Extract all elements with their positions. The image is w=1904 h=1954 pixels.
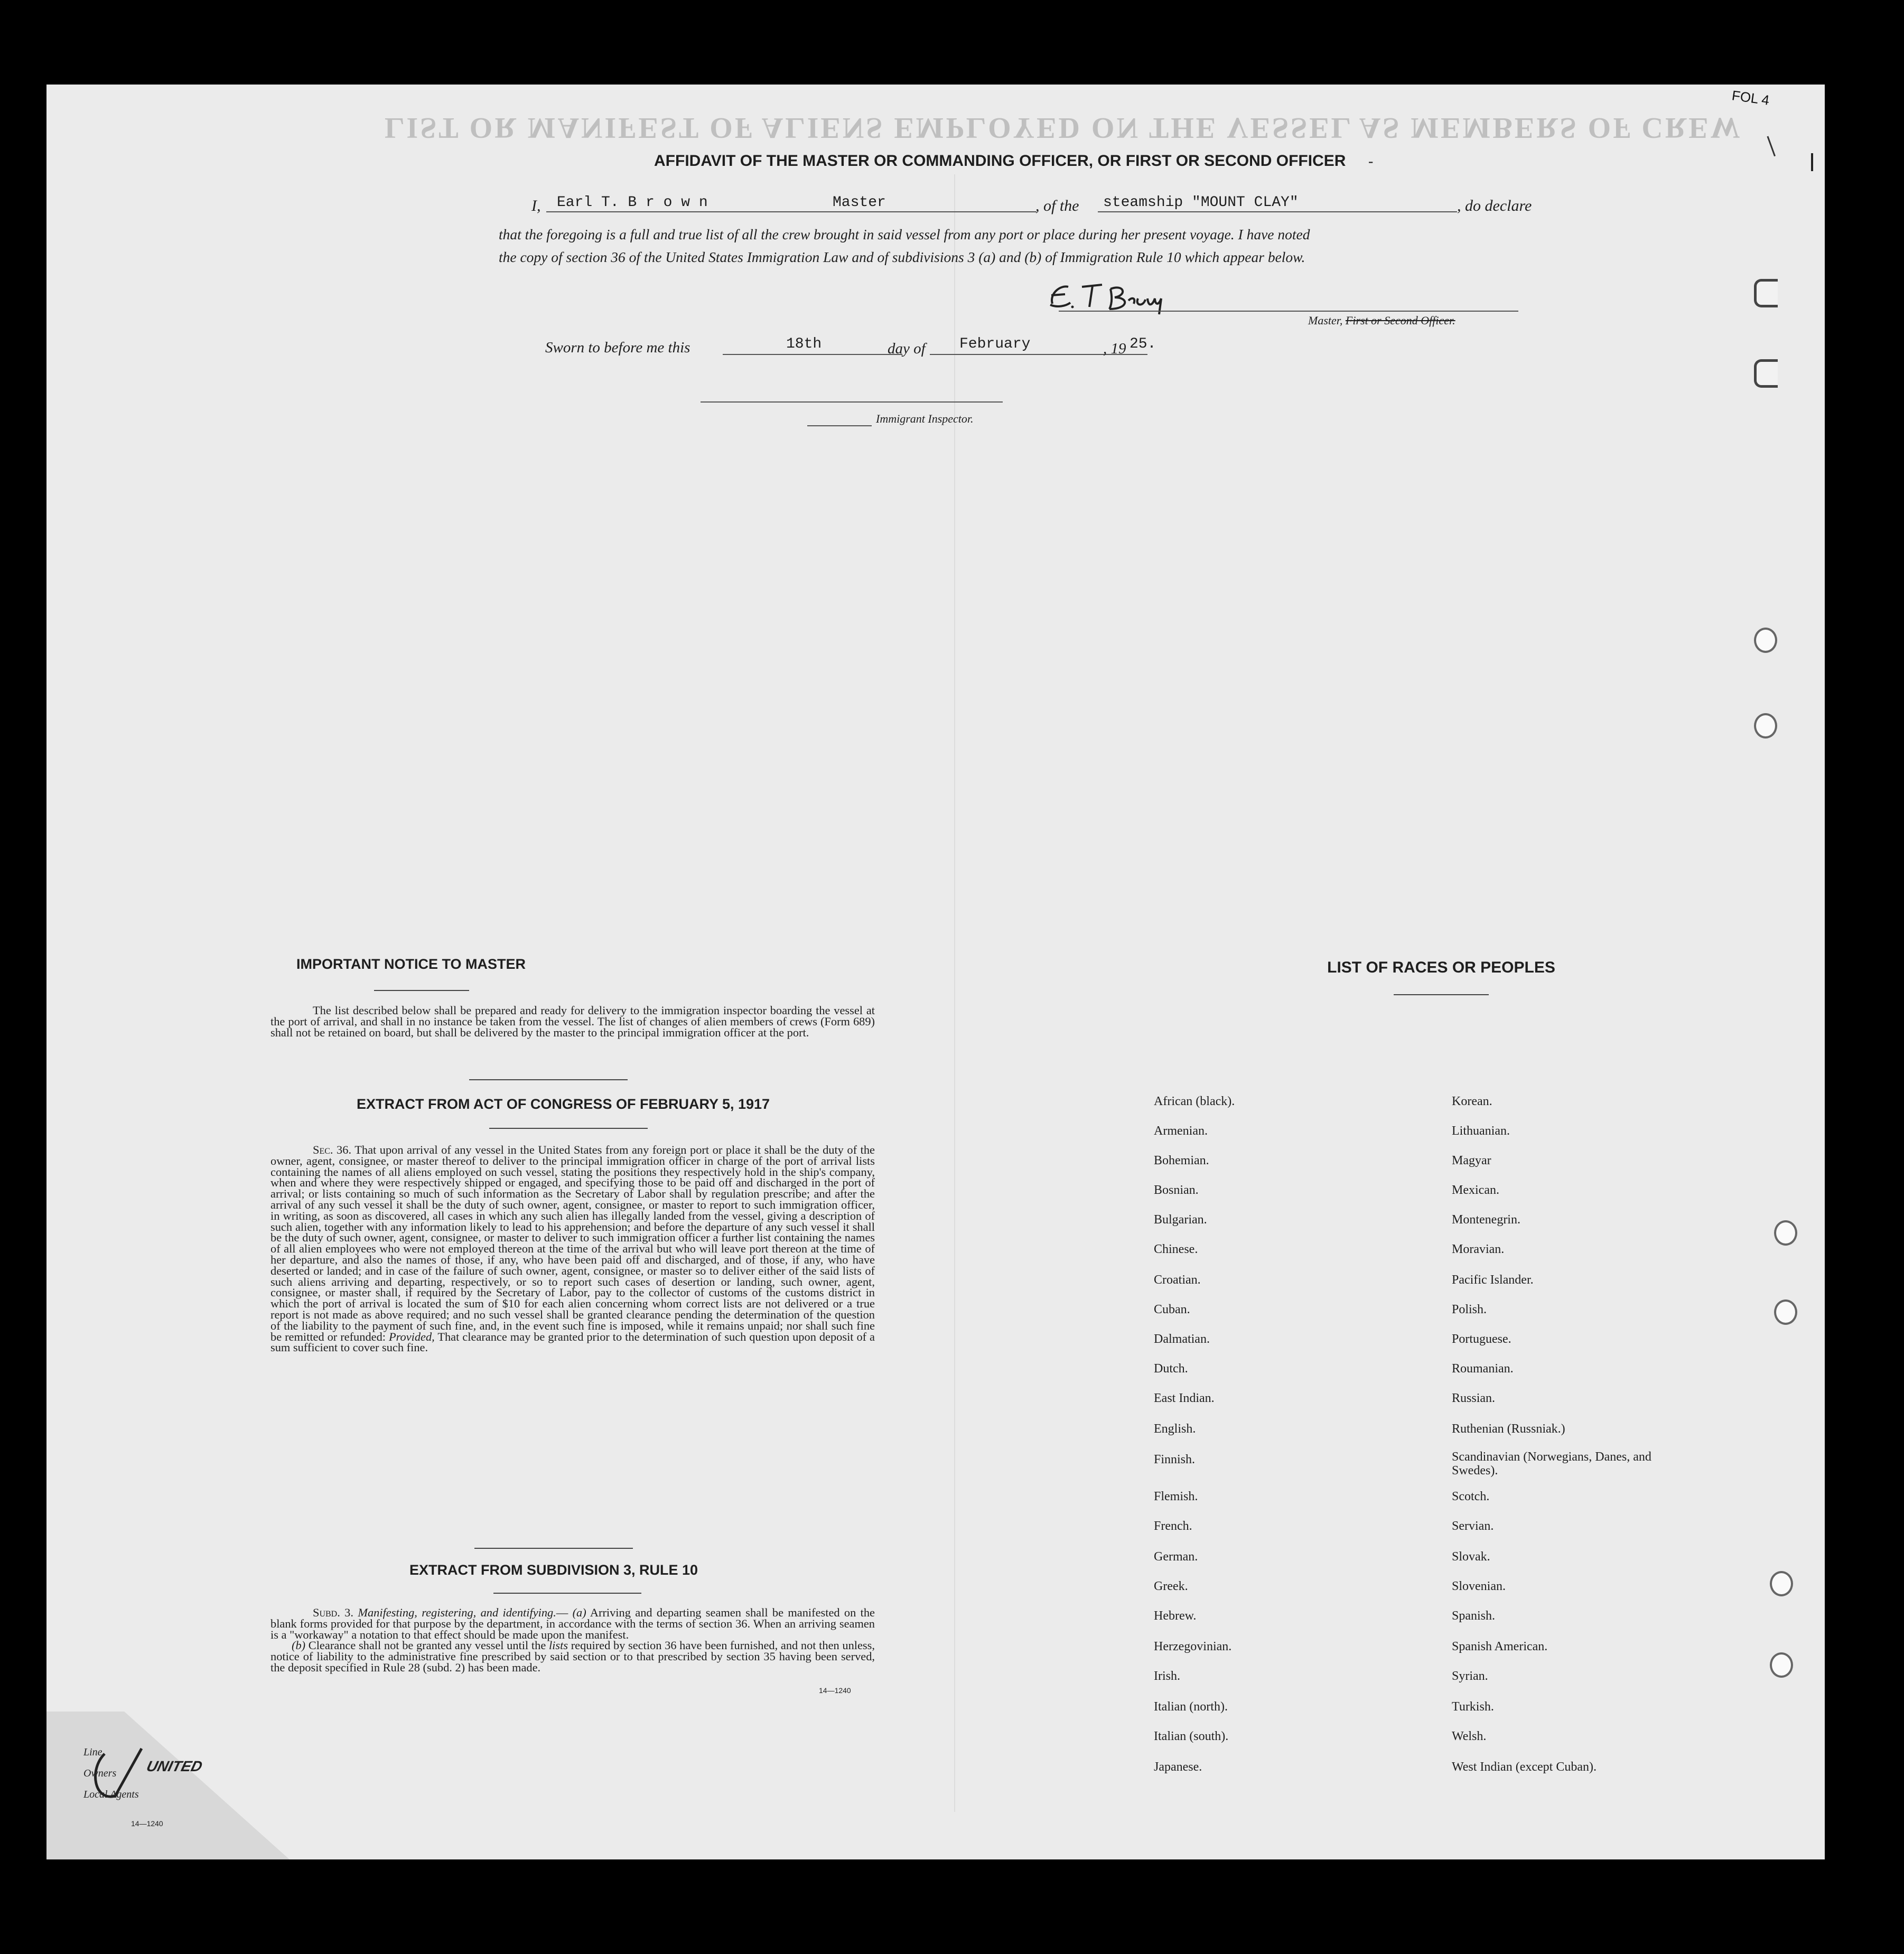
rule-extract-title: EXTRACT FROM SUBDIVISION 3, RULE 10: [409, 1562, 698, 1578]
race-right-item: Turkish.: [1452, 1700, 1494, 1714]
sec-text-b: That clearance may be granted prior to the determination of such question upon deposit of a sum sufficient to cover such fine.: [270, 1330, 875, 1354]
race-right-item: Roumanian.: [1452, 1362, 1514, 1376]
inspector-blank: [807, 425, 872, 426]
act-extract-title: EXTRACT FROM ACT OF CONGRESS OF FEBRUARY 5, 1917: [356, 1096, 770, 1112]
race-left-item: Bulgarian.: [1154, 1213, 1207, 1227]
race-right-item: Portuguese.: [1452, 1332, 1511, 1346]
subd-a: Subd. 3. Manifesting, registering, and identifying.— (a) Arriving and departing seamen shall be manifested on the blank forms provided for that purpose by the department, in accordance with the terms of section 36. When an arriving seamen is a "workaway" a notation to that effect should be made upon the manifest.: [270, 1606, 875, 1641]
race-right-item: Magyar: [1452, 1154, 1491, 1167]
vessel-blank: [1098, 211, 1457, 212]
race-right-item: Ruthenian (Russniak.): [1452, 1422, 1565, 1436]
declaration-line-1: that the foregoing is a full and true list of all the crew brought in said vessel from any port or place during her present voyage. I have noted: [499, 226, 1310, 242]
master-rank: Master: [833, 194, 886, 211]
punch-hole: [1770, 1571, 1793, 1596]
year-prefix: , 19: [1103, 340, 1126, 357]
race-left-item: African (black).: [1154, 1095, 1235, 1108]
subd-b-text-2: required by section 36 have been furnished, and not then unless, notice of liability to the administrative fine prescribed by said section or to that prescribed by section 35 having been served, the deposit specified in Rule 28 (subd. 2) has been made.: [270, 1639, 875, 1674]
race-left-item: Italian (south).: [1154, 1729, 1229, 1743]
folio-stamp: FOL 4: [1731, 87, 1771, 108]
act-extract-rule: [489, 1128, 648, 1129]
race-left-item: Italian (north).: [1154, 1700, 1228, 1714]
race-right-item: Spanish American.: [1452, 1640, 1548, 1653]
races-rule: [1394, 994, 1489, 995]
declarant-blank: [546, 211, 1037, 212]
corner-stamp-text: UNITED: [145, 1758, 204, 1774]
rule-extract-rule: [493, 1593, 641, 1594]
race-left-item: Chinese.: [1154, 1242, 1198, 1256]
sec-text-a: That upon arrival of any vessel in the United States from any foreign port or place it shall be the duty of the owner, agent, consignee, or master thereof to deliver to the principal immigration officer in charge of the port of arrival lists containing the names of all aliens employed on such vessel, stating the positions they respectively hold in the ship's company, when and where they were respectively shipped or engaged, and specifying those to be paid off and discharged in the port of arrival; or lists containing so much of such information as the Secretary of Labor shall by regulation prescribe; and after the arrival of any such vessel it shall be the duty of such owner, agent, consignee, or master to report to such immigration officer, in writing, as soon as discovered, all cases in which any such alien has illegally landed from the vessel, giving a description of such alien, together with any information likely to lead to his apprehension; and before the departure of any such vessel it shall be the duty of such owner, agent, consignee, or master to deliver to such immigration officer a further list containing the names of all alien employees who were not employed thereon at the time of the arrival but who will leave port thereon at the time of her departure, and also the names of those, if any, who have been paid off and discharged, and of those, if any, who have deserted or landed; and in case of the failure of such owner, agent, consignee, or master so to deliver either of the said lists of such aliens arriving and departing, respectively, or so to report such cases of desertion or landing, such owner, agent, consignee, or master shall, if required by the Secretary of Labor, pay to the collector of customs of the customs district in which the port of arrival is located the sum of $10 for each alien concerning whom correct lists are not delivered or a true report is not made as above required; and no such vessel shall be granted clearance pending the determination of the question of the liability to the payment of such fine, and, in the event such fine is imposed, while it remains unpaid; nor shall such fine be remitted or refunded:: [270, 1143, 875, 1343]
races-title: LIST OF RACES OR PEOPLES: [1327, 959, 1555, 976]
subd-b-label: (b): [292, 1639, 306, 1652]
edge-tick: [1811, 153, 1813, 171]
race-left-item: East Indian.: [1154, 1391, 1215, 1405]
race-right-item: Slovak.: [1452, 1550, 1490, 1564]
line-label: Line: [83, 1746, 102, 1758]
race-right-item: Moravian.: [1452, 1242, 1505, 1256]
sec-label: Sec. 36.: [313, 1143, 352, 1156]
notice-rule: [374, 990, 469, 991]
inspector-label: Immigrant Inspector.: [876, 412, 974, 425]
notice-text: [270, 1005, 875, 1038]
race-left-item: Finnish.: [1154, 1453, 1196, 1466]
race-right-item: Slovenian.: [1452, 1579, 1506, 1593]
vessel-name: steamship "MOUNT CLAY": [1103, 194, 1299, 211]
inspector-signature-line: [701, 401, 1003, 403]
race-right-item: West Indian (except Cuban).: [1452, 1760, 1597, 1774]
race-left-item: Armenian.: [1154, 1124, 1208, 1138]
binder-clip: [1754, 279, 1778, 307]
race-left-item: German.: [1154, 1550, 1198, 1564]
subd-b: [270, 1640, 875, 1673]
year-suffix: 25.: [1130, 336, 1156, 352]
subd-a-text: Arriving and departing seamen shall be manifested on the blank forms provided for that purpose by the department, in accordance with the terms of section 36. When an arriving seamen is a "workaway" a notation to that effect should be made upon the manifest.: [270, 1606, 875, 1641]
race-right-item: Mexican.: [1452, 1183, 1499, 1197]
folio-mark: [1767, 129, 1795, 156]
rule-extract-text: [270, 1607, 875, 1673]
race-right-item: Welsh.: [1452, 1729, 1487, 1743]
race-right-item: Montenegrin.: [1452, 1213, 1520, 1227]
race-right-item: Pacific Islander.: [1452, 1273, 1534, 1287]
binder-clip: [1754, 359, 1778, 388]
race-left-item: Dalmatian.: [1154, 1332, 1210, 1346]
race-left-item: Dutch.: [1154, 1362, 1188, 1376]
race-left-item: Hebrew.: [1154, 1609, 1197, 1623]
race-left-item: Irish.: [1154, 1669, 1180, 1683]
bleed-through-title: LIST OR MANIFEST OF ALIENS EMPLOYED ON THE VESSEL AS MEMBERS OF CREW: [385, 111, 1742, 144]
folded-corner: [46, 1712, 290, 1859]
race-left-item: Croatian.: [1154, 1273, 1201, 1287]
of-the-label: , of the: [1035, 197, 1079, 214]
race-right-item: Polish.: [1452, 1303, 1487, 1316]
race-right-item: Syrian.: [1452, 1669, 1488, 1683]
race-left-item: Bosnian.: [1154, 1183, 1199, 1197]
master-name: Earl T. B r o w n: [557, 194, 708, 211]
document-page: [46, 85, 1825, 1859]
race-left-item: Bohemian.: [1154, 1154, 1209, 1167]
corner-form-number: 14—1240: [131, 1819, 163, 1828]
do-declare-label: , do declare: [1457, 197, 1532, 214]
signature-caption-struck: First or Second Officer.: [1345, 314, 1455, 327]
declaration-line-2: the copy of section 36 of the United States Immigration Law and of subdivisions 3 (a) and (b) of Immigration Rule 10 which appear below.: [499, 249, 1305, 265]
declarant-line: [531, 197, 541, 215]
race-right-item: Scotch.: [1452, 1490, 1490, 1503]
punch-hole: [1754, 628, 1777, 653]
race-right-item: Spanish.: [1452, 1609, 1496, 1623]
race-left-item: Flemish.: [1154, 1490, 1198, 1503]
dash-mark: -: [1368, 153, 1374, 170]
race-left-item: Greek.: [1154, 1579, 1188, 1593]
act-extract-separator: [474, 1548, 633, 1549]
corner-check-mark: [83, 1738, 152, 1812]
punch-hole: [1774, 1299, 1797, 1325]
affidavit-title: AFFIDAVIT OF THE MASTER OR COMMANDING OFFICER, OR FIRST OR SECOND OFFICER: [654, 152, 1346, 170]
sworn-day: 18th: [786, 336, 822, 352]
race-left-item: Cuban.: [1154, 1303, 1190, 1316]
punch-hole: [1774, 1220, 1797, 1246]
subd-label: Subd. 3.: [313, 1606, 353, 1619]
signature-caption: [1308, 314, 1455, 328]
race-right-item: Servian.: [1452, 1519, 1494, 1533]
subd-heading: Manifesting, registering, and identifying.: [358, 1606, 556, 1619]
act-section-36: [270, 1145, 875, 1353]
owners-label: Owners: [83, 1768, 117, 1779]
sworn-day-blank: [723, 354, 902, 355]
punch-hole: [1754, 713, 1777, 738]
notice-separator: [469, 1079, 628, 1080]
provided-label: Provided,: [388, 1330, 435, 1343]
i-label: I,: [531, 197, 541, 214]
signature-caption-master: Master,: [1308, 314, 1343, 327]
punch-hole: [1770, 1652, 1793, 1678]
race-left-item: English.: [1154, 1422, 1196, 1436]
notice-paragraph: The list described below shall be prepared and ready for delivery to the immigration inspector boarding the vessel at the port of arrival, and shall in no instance be taken from the vessel. The list of changes of alien members of crews (Form 689) shall not be retained on board, but shall be delivered by the master to the principal immigration officer at the port.: [270, 1004, 875, 1039]
sworn-label: Sworn to before me this: [545, 339, 690, 356]
race-left-item: Japanese.: [1154, 1760, 1202, 1774]
day-of-label: day of: [888, 340, 926, 357]
notice-title: IMPORTANT NOTICE TO MASTER: [296, 956, 526, 972]
race-left-item: French.: [1154, 1519, 1192, 1533]
race-right-item: Lithuanian.: [1452, 1124, 1510, 1138]
subd-b-text-1: Clearance shall not be granted any vessel until the: [308, 1639, 546, 1652]
sworn-month: February: [959, 336, 1031, 352]
form-number: 14—1240: [819, 1686, 851, 1695]
race-right-item: Scandinavian (Norwegians, Danes, and Swedes).: [1452, 1450, 1651, 1478]
act-extract-text: [270, 1145, 875, 1353]
race-right-item: Korean.: [1452, 1095, 1492, 1108]
subd-b-lists: lists: [548, 1639, 568, 1652]
signature-blank: [1059, 311, 1518, 312]
local-agents-label: Local Agents: [83, 1789, 139, 1800]
race-left-item: Herzegovinian.: [1154, 1640, 1232, 1653]
subd-a-label: (a): [572, 1606, 586, 1619]
race-right-item: Russian.: [1452, 1391, 1496, 1405]
